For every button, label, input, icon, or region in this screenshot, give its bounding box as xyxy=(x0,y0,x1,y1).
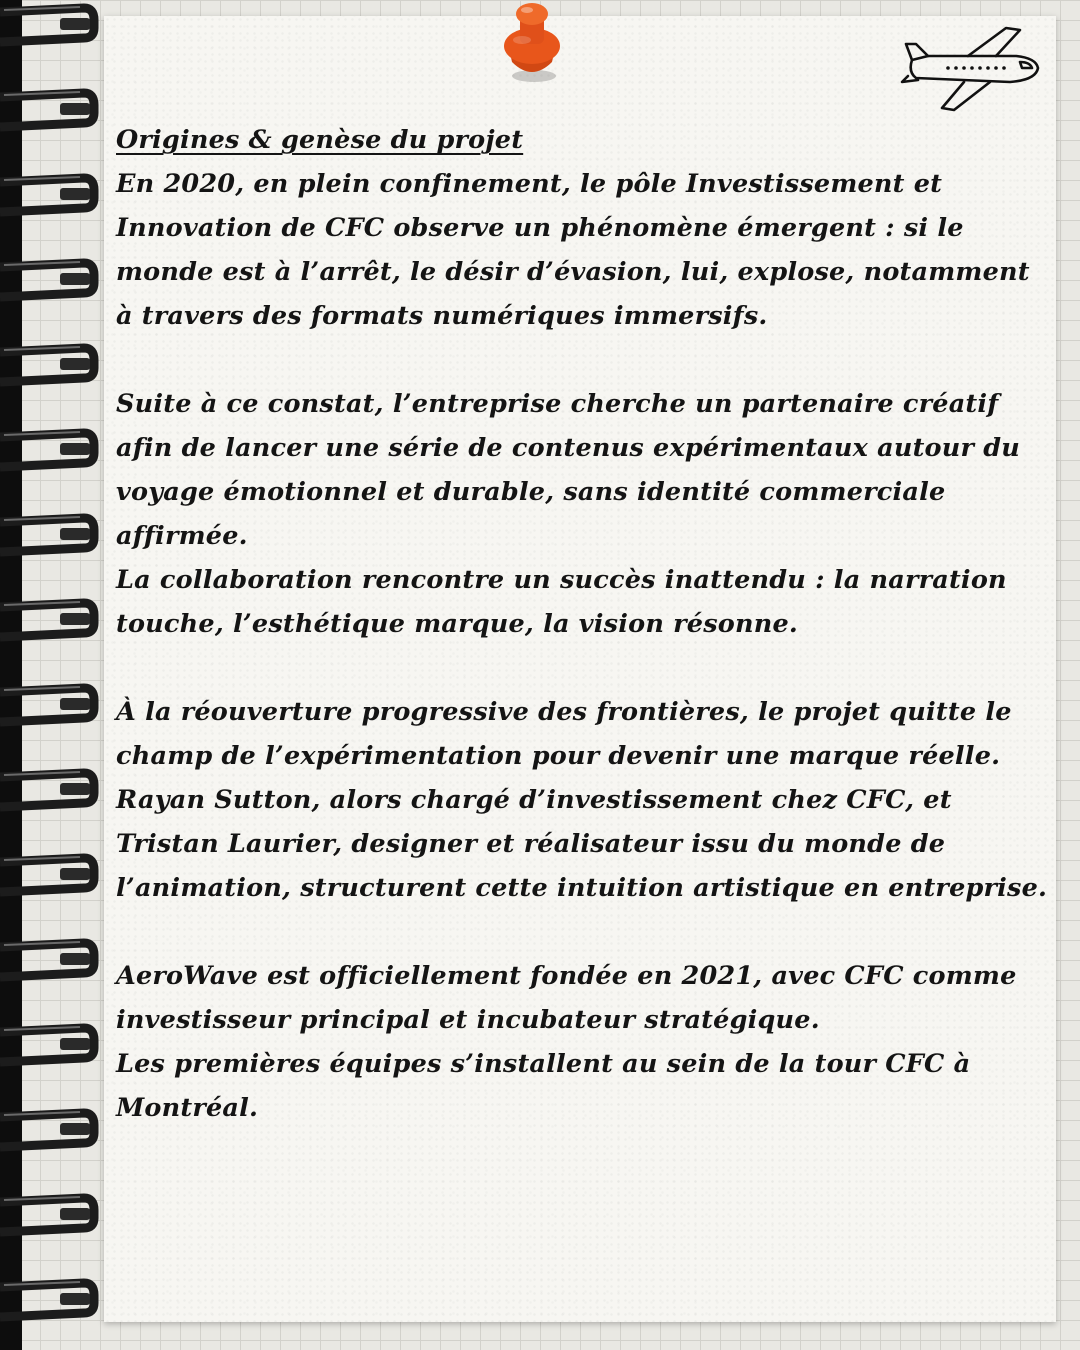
paragraph-gap xyxy=(116,910,1051,954)
note-paragraph: En 2020, en plein confinement, le pôle Investissement et Innovation de CFC observe un phénomène émergent : si le monde est à l’arrêt, le désir d’évasion, lui, explose, notamment à travers des formats numériques immersifs. xyxy=(116,169,1030,331)
note-paragraph: Les premières équipes s’installent au sein de la tour CFC à Montréal. xyxy=(116,1049,971,1123)
paragraph-gap xyxy=(116,646,1051,690)
push-pin-icon xyxy=(494,0,570,86)
spiral-binding xyxy=(0,0,100,1350)
note-paragraph: Suite à ce constat, l’entreprise cherche un partenaire créatif afin de lancer une série de contenus expérimentaux autour du voyage émotionnel et durable, sans identité commerciale affirmée. xyxy=(116,389,1020,551)
note-title: Origines & genèse du projet xyxy=(116,125,524,155)
note-content xyxy=(116,118,1051,1130)
note-paragraph: Rayan Sutton, alors chargé d’investissement chez CFC, et Tristan Laurier, designer et réalisateur issu du monde de l’animation, structurent cette intuition artistique en entreprise. xyxy=(116,785,1048,903)
note-paragraph: La collaboration rencontre un succès inattendu : la narration touche, l’esthétique marque, la vision résonne. xyxy=(116,565,1007,639)
airplane-icon xyxy=(898,24,1044,114)
note-paragraph: AeroWave est officiellement fondée en 2021, avec CFC comme investisseur principal et incubateur stratégique. xyxy=(116,961,1017,1035)
paragraph-gap xyxy=(116,338,1051,382)
note-paragraph: À la réouverture progressive des frontières, le projet quitte le champ de l’expérimentation pour devenir une marque réelle. xyxy=(116,697,1012,771)
